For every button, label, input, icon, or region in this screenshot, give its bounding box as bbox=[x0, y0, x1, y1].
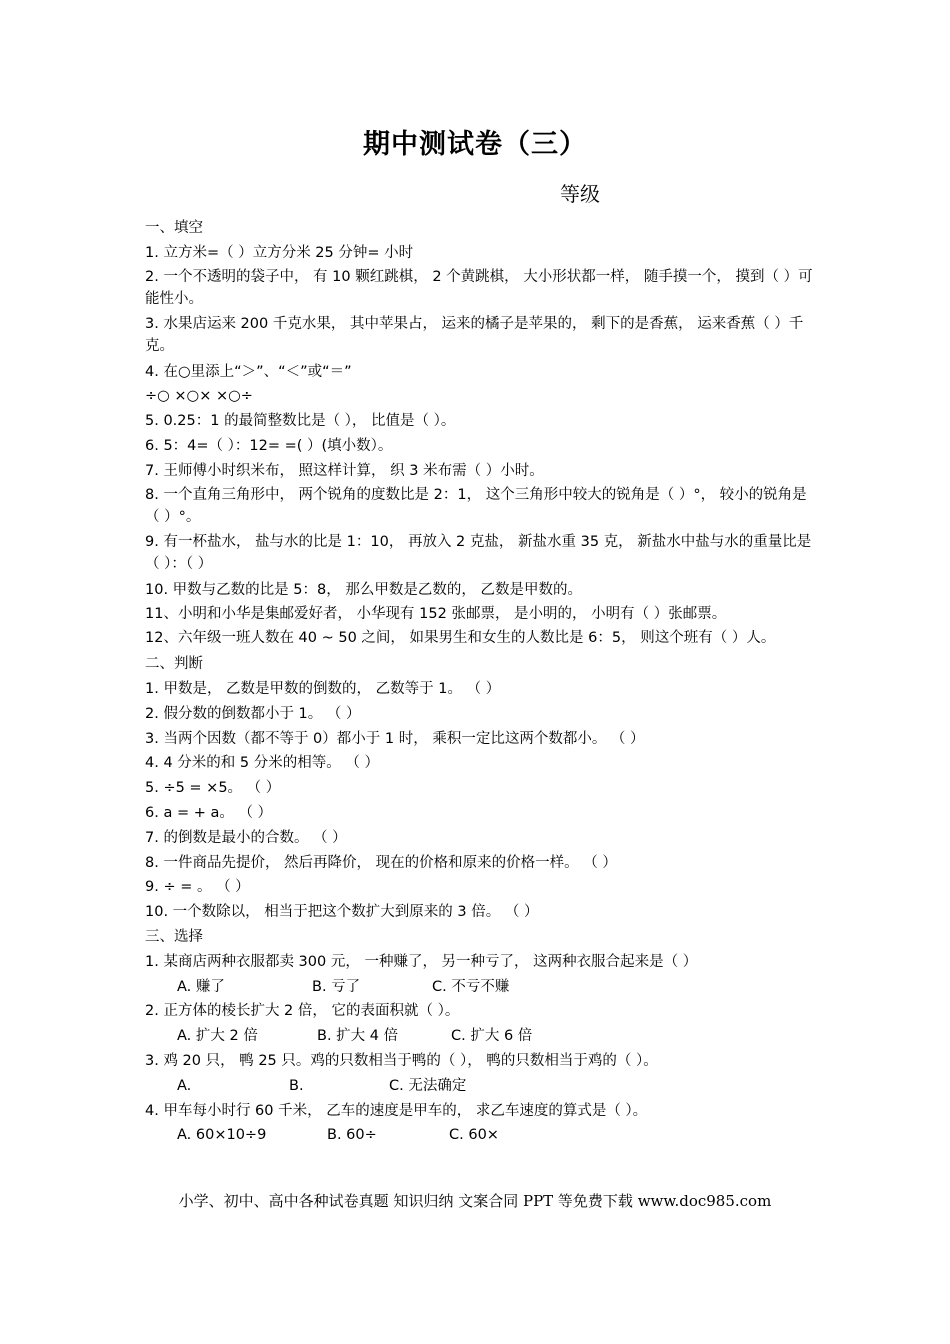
page-footer: 小学、初中、高中各种试卷真题 知识归纳 文案合同 PPT 等免费下载 www.doc985.com bbox=[178, 1192, 772, 1210]
question-2-7: 7. 的倒数是最小的合数。 （ ） bbox=[145, 829, 347, 846]
question-2-5: 5. ÷5 = ×5。 （ ） bbox=[145, 780, 281, 797]
question-2-6: 6. a = + a。 （ ） bbox=[145, 804, 273, 821]
option-b: B. 60÷ bbox=[327, 1127, 377, 1144]
question-1-4: 4. 在○里添上“＞”、“＜”或“＝” bbox=[145, 363, 352, 380]
question-1-10: 10. 甲数与乙数的比是 5：8， 那么甲数是乙数的， 乙数是甲数的。 bbox=[145, 581, 582, 598]
question-3-3-options bbox=[145, 1074, 813, 1099]
option-b: B. 扩大 4 倍 bbox=[317, 1028, 399, 1045]
question-1-11: 11、小明和小华是集邮爱好者， 小华现有 152 张邮票， 是小明的， 小明有（ ）张邮票。 bbox=[145, 606, 727, 623]
question-1-3: 3. 水果店运来 200 千克水果， 其中苹果占， 运来的橘子是苹果的， 剩下的是香蕉， 运来香蕉（ ）千克。 bbox=[145, 315, 804, 354]
option-a: A. 60×10÷9 bbox=[177, 1127, 267, 1144]
question-3-3: 3. 鸡 20 只， 鸭 25 只。鸡的只数相当于鸭的（ ）， 鸭的只数相当于鸡的（ ）。 bbox=[145, 1052, 658, 1069]
option-c: C. 无法确定 bbox=[389, 1077, 467, 1094]
option-a: A. 赚了 bbox=[177, 978, 225, 995]
question-1-7: 7. 王师傅小时织米布， 照这样计算， 织 3 米布需（ ）小时。 bbox=[145, 462, 544, 479]
question-1-9: 9. 有一杯盐水， 盐与水的比是 1：10， 再放入 2 克盐， 新盐水重 35 克， 新盐水中盐与水的重量比是（ ）：（ ） bbox=[145, 533, 812, 572]
option-b: B. bbox=[289, 1077, 304, 1094]
question-2-1: 1. 甲数是， 乙数是甲数的倒数的， 乙数等于 1。 （ ） bbox=[145, 680, 501, 697]
grade-label: 等级 bbox=[560, 182, 600, 206]
question-3-2: 2. 正方体的棱长扩大 2 倍， 它的表面积就（ ）。 bbox=[145, 1003, 460, 1020]
question-1-5: 5. 0.25：1 的最简整数比是（ ）， 比值是（ ）。 bbox=[145, 413, 456, 430]
question-1-8: 8. 一个直角三角形中， 两个锐角的度数比是 2：1， 这个三角形中较大的锐角是（ ）°， 较小的锐角是（ ）°。 bbox=[145, 486, 807, 525]
question-2-3: 3. 当两个因数（都不等于 0）都小于 1 时， 乘积一定比这两个数都小。 （ ） bbox=[145, 730, 645, 747]
question-2-4: 4. 4 分米的和 5 分米的相等。 （ ） bbox=[145, 755, 379, 772]
question-1-4-compare-row: ÷○ ×○× ×○÷ bbox=[145, 388, 253, 405]
question-2-9: 9. ÷ = 。 （ ） bbox=[145, 879, 250, 896]
option-b: B. 亏了 bbox=[312, 978, 361, 995]
question-3-1-options bbox=[145, 975, 813, 1000]
option-c: C. 扩大 6 倍 bbox=[451, 1028, 533, 1045]
option-a: A. bbox=[177, 1077, 192, 1094]
question-2-10: 10. 一个数除以， 相当于把这个数扩大到原来的 3 倍。 （ ） bbox=[145, 904, 539, 921]
option-c: C. 60× bbox=[449, 1127, 499, 1144]
question-3-1: 1. 某商店两种衣服都卖 300 元， 一种赚了， 另一种亏了， 这两种衣服合起来是（ ） bbox=[145, 953, 698, 970]
option-c: C. 不亏不赚 bbox=[432, 978, 510, 995]
question-2-8: 8. 一件商品先提价， 然后再降价， 现在的价格和原来的价格一样。 （ ） bbox=[145, 854, 617, 871]
question-1-12: 12、六年级一班人数在 40 ~ 50 之间， 如果男生和女生的人数比是 6：5， 则这个班有（ ）人。 bbox=[145, 630, 776, 647]
exam-content bbox=[145, 216, 813, 1148]
question-1-1: 1. 立方米=（ ）立方分米 25 分钟= 小时 bbox=[145, 244, 414, 261]
question-3-4: 4. 甲车每小时行 60 千米， 乙车的速度是甲车的， 求乙车速度的算式是（ ）。 bbox=[145, 1102, 648, 1119]
option-a: A. 扩大 2 倍 bbox=[177, 1028, 258, 1045]
section-heading-choice: 三、选择 bbox=[145, 928, 203, 945]
page-title: 期中测试卷（三） bbox=[363, 129, 587, 160]
question-1-2: 2. 一个不透明的袋子中， 有 10 颗红跳棋， 2 个黄跳棋， 大小形状都一样， 随手摸一个， 摸到（ ）可能性小。 bbox=[145, 268, 813, 307]
question-3-2-options bbox=[145, 1024, 813, 1049]
question-2-2: 2. 假分数的倒数都小于 1。 （ ） bbox=[145, 705, 361, 722]
section-heading-true-false: 二、判断 bbox=[145, 656, 203, 673]
question-3-4-options bbox=[145, 1123, 813, 1148]
section-heading-fill-blank: 一、填空 bbox=[145, 220, 203, 236]
question-1-6: 6. 5：4=（ ）：12= =( ）(填小数）。 bbox=[145, 437, 393, 454]
